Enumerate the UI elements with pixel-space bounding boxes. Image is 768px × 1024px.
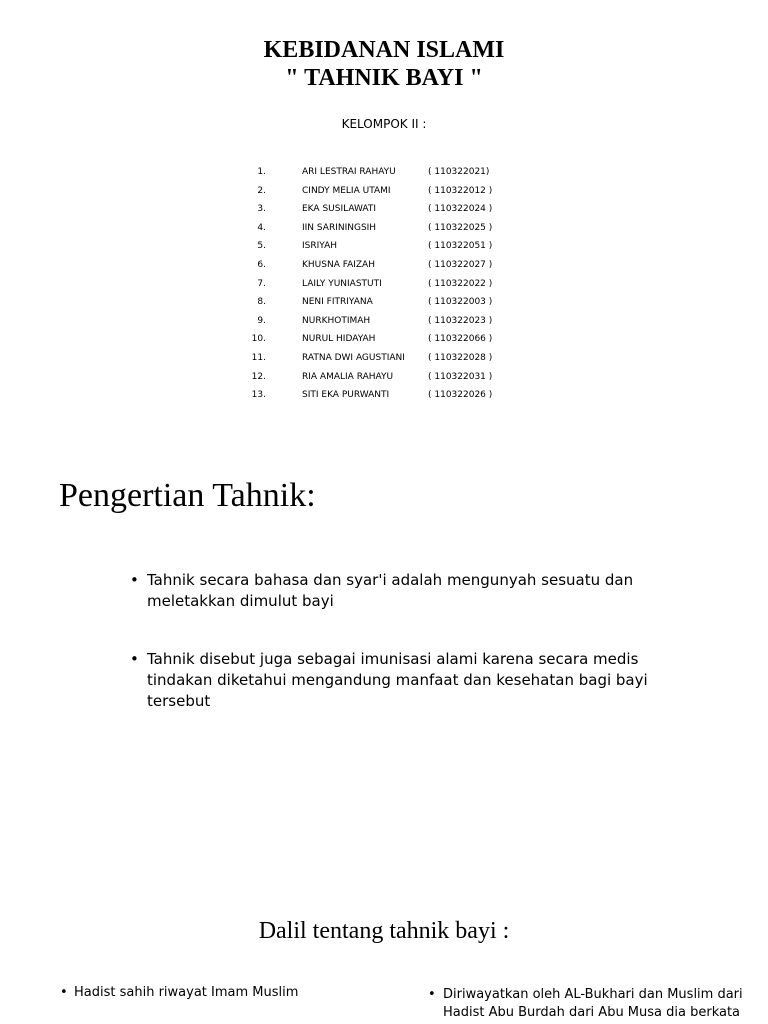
member-nim: ( 110322003 ) bbox=[428, 297, 493, 308]
bullet-icon: • bbox=[60, 985, 68, 1000]
bullet-icon: • bbox=[130, 571, 139, 589]
member-name: NURUL HIDAYAH bbox=[302, 334, 376, 345]
member-number: 13. bbox=[251, 390, 266, 401]
document-title: KEBIDANAN ISLAMI bbox=[263, 37, 505, 63]
member-row bbox=[0, 389, 768, 407]
member-nim: ( 110322051 ) bbox=[428, 241, 493, 252]
member-number: 2. bbox=[257, 185, 266, 196]
document-subtitle: " TAHNIK BAYI " bbox=[285, 65, 483, 91]
member-number: 7. bbox=[257, 278, 266, 289]
pengertian-bullet-text: Tahnik secara bahasa dan syar'i adalah mengunyah sesuatu dan meletakkan dimulut bayi bbox=[147, 571, 634, 610]
member-name: LAILY YUNIASTUTI bbox=[302, 278, 382, 289]
bullet-icon: • bbox=[428, 987, 436, 1002]
member-row bbox=[0, 185, 768, 203]
member-row bbox=[0, 203, 768, 221]
bullet-icon: • bbox=[130, 650, 139, 668]
dalil-bullet-left-text: Hadist sahih riwayat Imam Muslim bbox=[74, 985, 299, 1000]
member-row bbox=[0, 315, 768, 333]
member-nim: ( 110322021) bbox=[428, 167, 490, 177]
member-name: ISRIYAH bbox=[302, 241, 337, 252]
member-nim: ( 110322012 ) bbox=[428, 185, 493, 196]
member-name: SITI EKA PURWANTI bbox=[302, 390, 390, 401]
member-name: KHUSNA FAIZAH bbox=[302, 260, 375, 270]
member-row bbox=[0, 222, 768, 240]
member-nim: ( 110322025 ) bbox=[428, 222, 493, 233]
member-number: 8. bbox=[257, 297, 266, 308]
member-number: 9. bbox=[257, 315, 266, 326]
member-row bbox=[0, 166, 768, 184]
member-row bbox=[0, 278, 768, 296]
member-nim: ( 110322022 ) bbox=[428, 278, 493, 289]
member-name: CINDY MELIA UTAMI bbox=[302, 185, 391, 196]
member-nim: ( 110322027 ) bbox=[428, 260, 493, 270]
member-number: 11. bbox=[251, 353, 266, 363]
dalil-bullet-right-text: Diriwayatkan oleh AL-Bukhari dan Muslim dari Hadist Abu Burdah dari Abu Musa dia berkata bbox=[443, 987, 743, 1020]
dalil-bullet-left bbox=[60, 984, 360, 1001]
member-number: 10. bbox=[251, 334, 266, 345]
member-row bbox=[0, 371, 768, 389]
pengertian-bullet-1 bbox=[130, 570, 650, 612]
pengertian-heading: Pengertian Tahnik: bbox=[59, 477, 316, 514]
member-row bbox=[0, 240, 768, 258]
member-name: NURKHOTIMAH bbox=[302, 315, 371, 326]
member-number: 12. bbox=[251, 371, 266, 382]
member-name: NENI FITRIYANA bbox=[302, 297, 373, 308]
member-name: RIA AMALIA RAHAYU bbox=[302, 371, 394, 382]
member-name: EKA SUSILAWATI bbox=[302, 204, 377, 215]
member-number: 5. bbox=[257, 241, 266, 252]
member-number: 3. bbox=[257, 204, 266, 215]
dalil-bullet-right bbox=[428, 986, 762, 1022]
member-nim: ( 110322026 ) bbox=[428, 390, 493, 401]
member-nim: ( 110322028 ) bbox=[428, 353, 493, 363]
member-name: RATNA DWI AGUSTIANI bbox=[302, 353, 405, 363]
member-number: 4. bbox=[257, 222, 266, 233]
member-row bbox=[0, 352, 768, 370]
member-number: 1. bbox=[257, 167, 266, 177]
member-name: ARI LESTRAI RAHAYU bbox=[302, 167, 396, 177]
member-nim: ( 110322031 ) bbox=[428, 371, 493, 382]
member-row bbox=[0, 259, 768, 277]
dalil-heading: Dalil tentang tahnik bayi : bbox=[258, 918, 510, 944]
member-row bbox=[0, 333, 768, 351]
member-name: IIN SARININGSIH bbox=[302, 222, 377, 233]
member-row bbox=[0, 296, 768, 314]
group-label: KELOMPOK II : bbox=[341, 117, 427, 131]
member-number: 6. bbox=[257, 260, 266, 270]
member-nim: ( 110322024 ) bbox=[428, 204, 493, 215]
pengertian-bullet-2 bbox=[130, 649, 650, 712]
pengertian-bullet-text: Tahnik disebut juga sebagai imunisasi alami karena secara medis tindakan diketahui mengandung manfaat dan kesehatan bagi bayi tersebut bbox=[147, 650, 648, 710]
member-nim: ( 110322023 ) bbox=[428, 315, 493, 326]
member-nim: ( 110322066 ) bbox=[428, 334, 493, 345]
